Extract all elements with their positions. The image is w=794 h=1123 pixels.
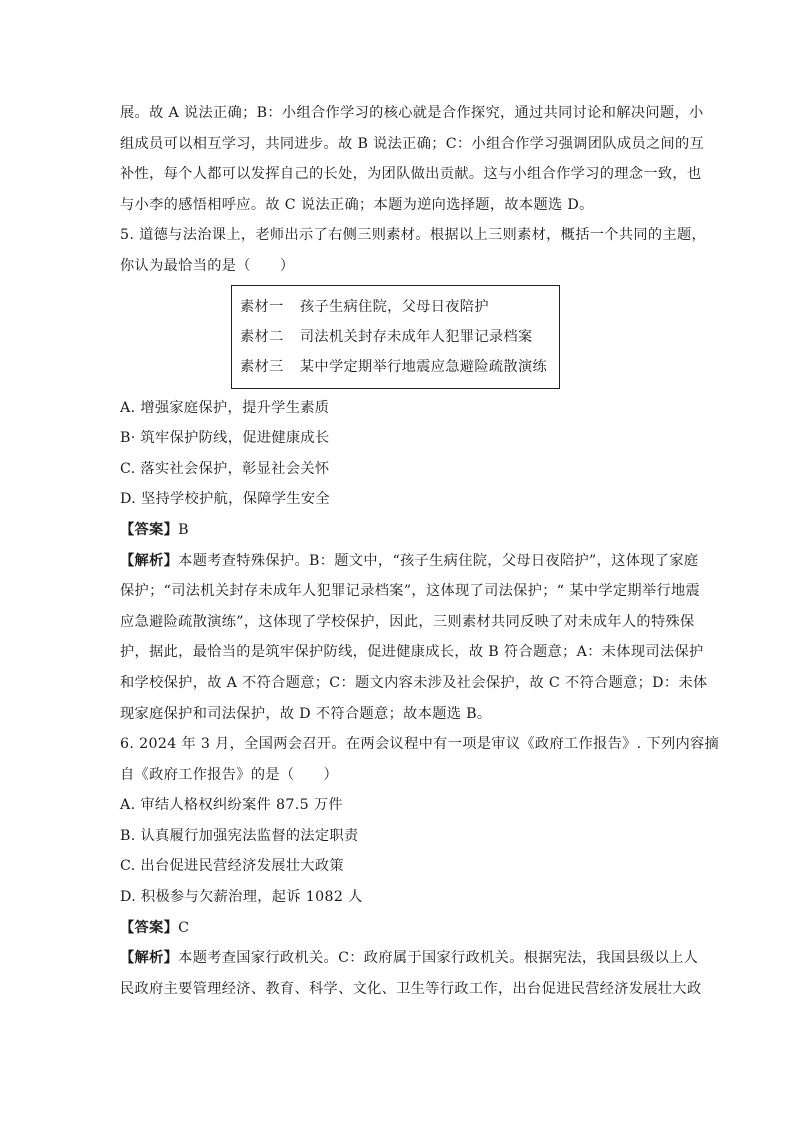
material-label: 素材三 bbox=[240, 358, 284, 375]
text-line: 与小李的感悟相呼应。故 C 说法正确；本题为逆向选择题，故本题选 D。 bbox=[120, 196, 594, 213]
text-line: 和学校保护，故 A 不符合题意；C：题文内容未涉及社会保护，故 C 不符合题意；D：未体 bbox=[120, 674, 708, 691]
answer-label: 【答案】 bbox=[120, 919, 179, 936]
text-line: 护，据此，最恰当的是筑牢保护防线，促进健康成长，故 B 符合题意；A：未体现司法保护 bbox=[120, 644, 704, 661]
material-row bbox=[240, 292, 559, 322]
text-line: 补性，每个人都可以发挥自己的长处，为团队做出贡献。这与小组合作学习的理念一致，也 bbox=[120, 166, 702, 183]
text-line: 组成员可以相互学习，共同进步。故 B 说法正确；C：小组合作学习强调团队成员之间的互 bbox=[120, 135, 705, 152]
text-line bbox=[120, 546, 699, 577]
analysis-label: 【解析】 bbox=[120, 552, 179, 569]
material-text: 孩子生病住院，父母日夜陪护 bbox=[299, 298, 489, 315]
question-stem: 自《政府工作报告》的是（ ） bbox=[120, 766, 339, 783]
material-text: 某中学定期举行地震应急避险疏散演练 bbox=[299, 358, 548, 375]
analysis-paragraph bbox=[120, 546, 708, 730]
material-text: 司法机关封存未成年人犯罪记录档案 bbox=[299, 328, 533, 345]
material-row bbox=[240, 352, 559, 382]
option-b: B. 认真履行加强宪法监督的法定职责 bbox=[120, 827, 359, 844]
option-a: A. 增强家庭保护，提升学生素质 bbox=[120, 399, 330, 416]
material-label: 素材二 bbox=[240, 328, 284, 345]
question-6 bbox=[120, 729, 720, 1004]
material-row bbox=[240, 322, 559, 352]
text-line: 保护；“司法机关封存未成年人犯罪记录档案”，这体现了司法保护；“ 某中学定期举行地震 bbox=[120, 583, 701, 600]
option-d: D. 积极参与欠薪治理，起诉 1082 人 bbox=[120, 889, 363, 906]
analysis-text: 本题考查特殊保护。B：题文中，“孩子生病住院，父母日夜陪护”，这体现了家庭 bbox=[178, 552, 699, 569]
question-stem: 5. 道德与法治课上，老师出示了右侧三则素材。根据以上三则素材，概括一个共同的主题， bbox=[120, 227, 707, 244]
question-5 bbox=[120, 220, 708, 729]
answer-value: B bbox=[178, 521, 189, 538]
analysis-label: 【解析】 bbox=[120, 950, 179, 967]
text-line: 民政府主要管理经济、教育、科学、文化、卫生等行政工作，出台促进民营经济发展壮大政 bbox=[120, 980, 702, 997]
answer-line bbox=[120, 515, 680, 546]
option-c: C. 落实社会保护，彰显社会关怀 bbox=[120, 460, 330, 477]
analysis-text: 本题考查国家行政机关。C：政府属于国家行政机关。根据宪法，我国县级以上人 bbox=[178, 950, 699, 967]
text-line: 应急避险疏散演练”，这体现了学校保护，因此，三则素材共同反映了对未成年人的特殊保 bbox=[120, 613, 695, 630]
document-page bbox=[120, 98, 720, 1004]
question-stem: 你认为最恰当的是（ ） bbox=[120, 257, 295, 274]
answer-line bbox=[120, 913, 680, 944]
answer-value: C bbox=[178, 919, 190, 936]
text-line: 展。故 A 说法正确；B：小组合作学习的核心就是合作探究，通过共同讨论和解决问题，小 bbox=[120, 105, 704, 121]
option-b: B· 筑牢保护防线，促进健康成长 bbox=[120, 430, 330, 447]
answer-label: 【答案】 bbox=[120, 521, 179, 538]
intro-paragraph bbox=[120, 98, 705, 220]
text-line bbox=[120, 943, 699, 974]
text-line: 现家庭保护和司法保护，故 D 不符合题意；故本题选 B。 bbox=[120, 705, 492, 722]
material-label: 素材一 bbox=[240, 298, 284, 315]
option-d: D. 坚持学校护航，保障学生安全 bbox=[120, 491, 330, 508]
question-stem: 6. 2024 年 3 月，全国两会召开。在两会议程中有一项是审议《政府工作报告》. 下列内容摘 bbox=[120, 736, 720, 753]
analysis-paragraph bbox=[120, 943, 702, 1004]
option-a: A. 审结人格权纠纷案件 87.5 万件 bbox=[120, 797, 343, 814]
option-c: C. 出台促进民营经济发展壮大政策 bbox=[120, 858, 344, 875]
materials-box bbox=[231, 285, 560, 389]
